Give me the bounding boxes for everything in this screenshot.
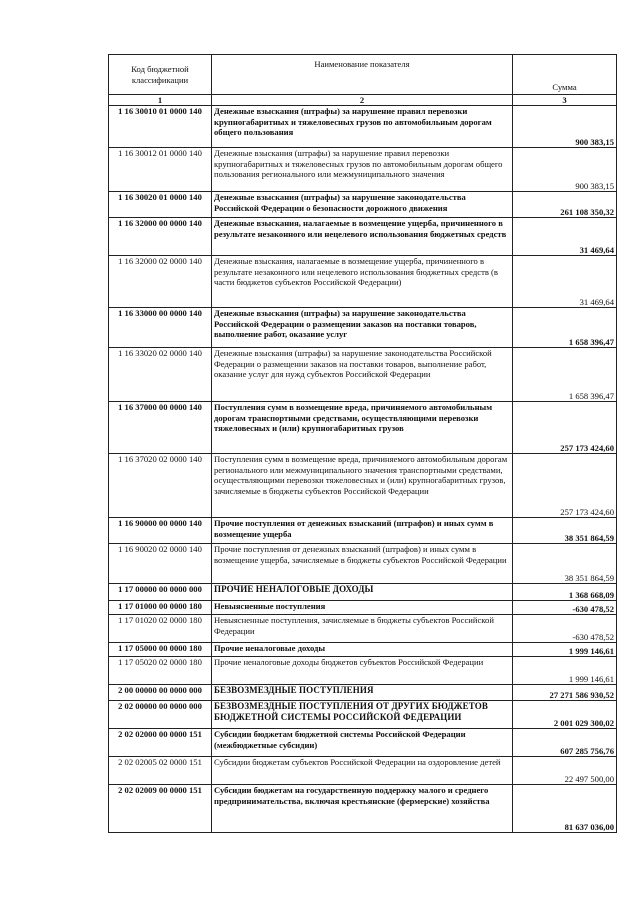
row-code: 2 02 02009 00 0000 151 <box>109 785 212 833</box>
row-code: 1 16 33020 02 0000 140 <box>109 348 212 402</box>
row-name: Денежные взыскания (штрафы) за нарушение правил перевозки крупногабаритных и тяжеловесных грузов по автомобильным дорогам общего пользования регионального или межмуниципального значения <box>212 148 513 192</box>
table-row <box>109 584 617 601</box>
table-row <box>109 218 617 256</box>
row-sum: 257 173 424,60 <box>513 402 617 454</box>
row-code: 1 17 01000 00 0000 180 <box>109 601 212 615</box>
table-row <box>109 657 617 685</box>
row-code: 1 17 05000 00 0000 180 <box>109 643 212 657</box>
row-sum: 1 999 146,61 <box>513 643 617 657</box>
table-row <box>109 701 617 729</box>
row-sum: 900 383,15 <box>513 148 617 192</box>
row-code: 1 17 05020 02 0000 180 <box>109 657 212 685</box>
table-row <box>109 256 617 308</box>
table-row <box>109 643 617 657</box>
row-code: 1 17 01020 02 0000 180 <box>109 615 212 643</box>
row-code: 1 17 00000 00 0000 000 <box>109 584 212 601</box>
row-name: Прочие неналоговые доходы бюджетов субъектов Российской Федерации <box>212 657 513 685</box>
row-sum: -630 478,52 <box>513 615 617 643</box>
row-name: Денежные взыскания (штрафы) за нарушение правил перевозки крупногабаритных и тяжеловесных грузов по автомобильным дорогам общего пользования <box>212 106 513 148</box>
row-name: Субсидии бюджетам субъектов Российской Федерации на оздоровление детей <box>212 757 513 785</box>
row-sum: 81 637 036,00 <box>513 785 617 833</box>
table-row <box>109 518 617 544</box>
row-sum: 38 351 864,59 <box>513 544 617 584</box>
column-number-1: 1 <box>109 95 212 106</box>
header-code: Код бюджетной классификации <box>109 55 212 95</box>
table-body <box>109 106 617 833</box>
row-sum: 22 497 500,00 <box>513 757 617 785</box>
column-number-3: 3 <box>513 95 617 106</box>
row-sum: 607 285 756,76 <box>513 729 617 757</box>
row-name: БЕЗВОЗМЕЗДНЫЕ ПОСТУПЛЕНИЯ ОТ ДРУГИХ БЮДЖЕТОВ БЮДЖЕТНОЙ СИСТЕМЫ РОССИЙСКОЙ ФЕДЕРАЦИИ <box>212 701 513 729</box>
table-row <box>109 454 617 518</box>
row-code: 2 02 00000 00 0000 000 <box>109 701 212 729</box>
row-name: Денежные взыскания (штрафы) за нарушение законодательства Российской Федерации о размещении заказов на поставки товаров, выполнение работ, оказание услуг <box>212 308 513 348</box>
table-row <box>109 106 617 148</box>
column-number-2: 2 <box>212 95 513 106</box>
row-code: 1 16 90020 02 0000 140 <box>109 544 212 584</box>
row-name: Денежные взыскания (штрафы) за нарушение законодательства Российской Федерации о размещении заказов на поставки товаров, выполнение работ, оказание услуг для нужд субъектов Российской Федерации <box>212 348 513 402</box>
row-code: 1 16 32000 00 0000 140 <box>109 218 212 256</box>
row-name: Невыясненные поступления <box>212 601 513 615</box>
row-name: Субсидии бюджетам на государственную поддержку малого и среднего предпринимательства, включая крестьянские (фермерские) хозяйства <box>212 785 513 833</box>
budget-revenue-table <box>108 54 617 833</box>
row-sum: 1 658 396,47 <box>513 348 617 402</box>
table-row <box>109 148 617 192</box>
row-code: 2 02 02000 00 0000 151 <box>109 729 212 757</box>
row-sum: 31 469,64 <box>513 218 617 256</box>
row-name: Поступления сумм в возмещение вреда, причиняемого автомобильным дорогам транспортными средствами, осуществляющими перевозки тяжеловесных и (или) крупногабаритных грузов <box>212 402 513 454</box>
row-code: 1 16 30012 01 0000 140 <box>109 148 212 192</box>
row-sum: 1 999 146,61 <box>513 657 617 685</box>
row-name: Денежные взыскания, налагаемые в возмещение ущерба, причиненного в результате незаконного или нецелевого использования бюджетных средств <box>212 218 513 256</box>
row-name: БЕЗВОЗМЕЗДНЫЕ ПОСТУПЛЕНИЯ <box>212 685 513 701</box>
row-code: 1 16 32000 02 0000 140 <box>109 256 212 308</box>
row-sum: 27 271 586 930,52 <box>513 685 617 701</box>
row-sum: 257 173 424,60 <box>513 454 617 518</box>
row-sum: 1 368 668,09 <box>513 584 617 601</box>
table-row <box>109 785 617 833</box>
row-sum: 38 351 864,59 <box>513 518 617 544</box>
row-name: ПРОЧИЕ НЕНАЛОГОВЫЕ ДОХОДЫ <box>212 584 513 601</box>
table-row <box>109 601 617 615</box>
table-row <box>109 348 617 402</box>
table-row <box>109 544 617 584</box>
row-sum: -630 478,52 <box>513 601 617 615</box>
row-sum: 1 658 396,47 <box>513 308 617 348</box>
table-row <box>109 615 617 643</box>
row-sum: 900 383,15 <box>513 106 617 148</box>
row-sum: 31 469,64 <box>513 256 617 308</box>
row-name: Прочие поступления от денежных взысканий (штрафов) и иных сумм в возмещение ущерба <box>212 518 513 544</box>
header-name: Наименование показателя <box>212 55 513 95</box>
row-code: 2 00 00000 00 0000 000 <box>109 685 212 701</box>
row-sum: 2 001 029 300,02 <box>513 701 617 729</box>
row-name: Субсидии бюджетам бюджетной системы Российской Федерации (межбюджетные субсидии) <box>212 729 513 757</box>
row-sum: 261 108 350,32 <box>513 192 617 218</box>
row-name: Денежные взыскания (штрафы) за нарушение законодательства Российской Федерации о безопасности дорожного движения <box>212 192 513 218</box>
row-code: 1 16 90000 00 0000 140 <box>109 518 212 544</box>
table-row <box>109 402 617 454</box>
row-name: Поступления сумм в возмещение вреда, причиняемого автомобильным дорогам регионального или межмуниципального значения транспортными средствами, осуществляющими перевозки тяжеловесных и (или) крупногабаритных грузов, зачисляемые в бюджеты субъектов Российской Федерации <box>212 454 513 518</box>
row-code: 1 16 37000 00 0000 140 <box>109 402 212 454</box>
row-name: Невыясненные поступления, зачисляемые в бюджеты субъектов Российской Федерации <box>212 615 513 643</box>
row-code: 1 16 37020 02 0000 140 <box>109 454 212 518</box>
header-sum: Сумма <box>513 55 617 95</box>
table-row <box>109 308 617 348</box>
row-code: 1 16 30010 01 0000 140 <box>109 106 212 148</box>
table-row <box>109 192 617 218</box>
table-row <box>109 685 617 701</box>
row-name: Прочие поступления от денежных взысканий (штрафов) и иных сумм в возмещение ущерба, зачисляемые в бюджеты субъектов Российской Федерации <box>212 544 513 584</box>
row-name: Прочие неналоговые доходы <box>212 643 513 657</box>
row-code: 1 16 30020 01 0000 140 <box>109 192 212 218</box>
row-name: Денежные взыскания, налагаемые в возмещение ущерба, причиненного в результате незаконного или нецелевого использования бюджетных средств (в части бюджетов субъектов Российской Федерации) <box>212 256 513 308</box>
table-row <box>109 729 617 757</box>
row-code: 2 02 02005 02 0000 151 <box>109 757 212 785</box>
row-code: 1 16 33000 00 0000 140 <box>109 308 212 348</box>
table-row <box>109 757 617 785</box>
